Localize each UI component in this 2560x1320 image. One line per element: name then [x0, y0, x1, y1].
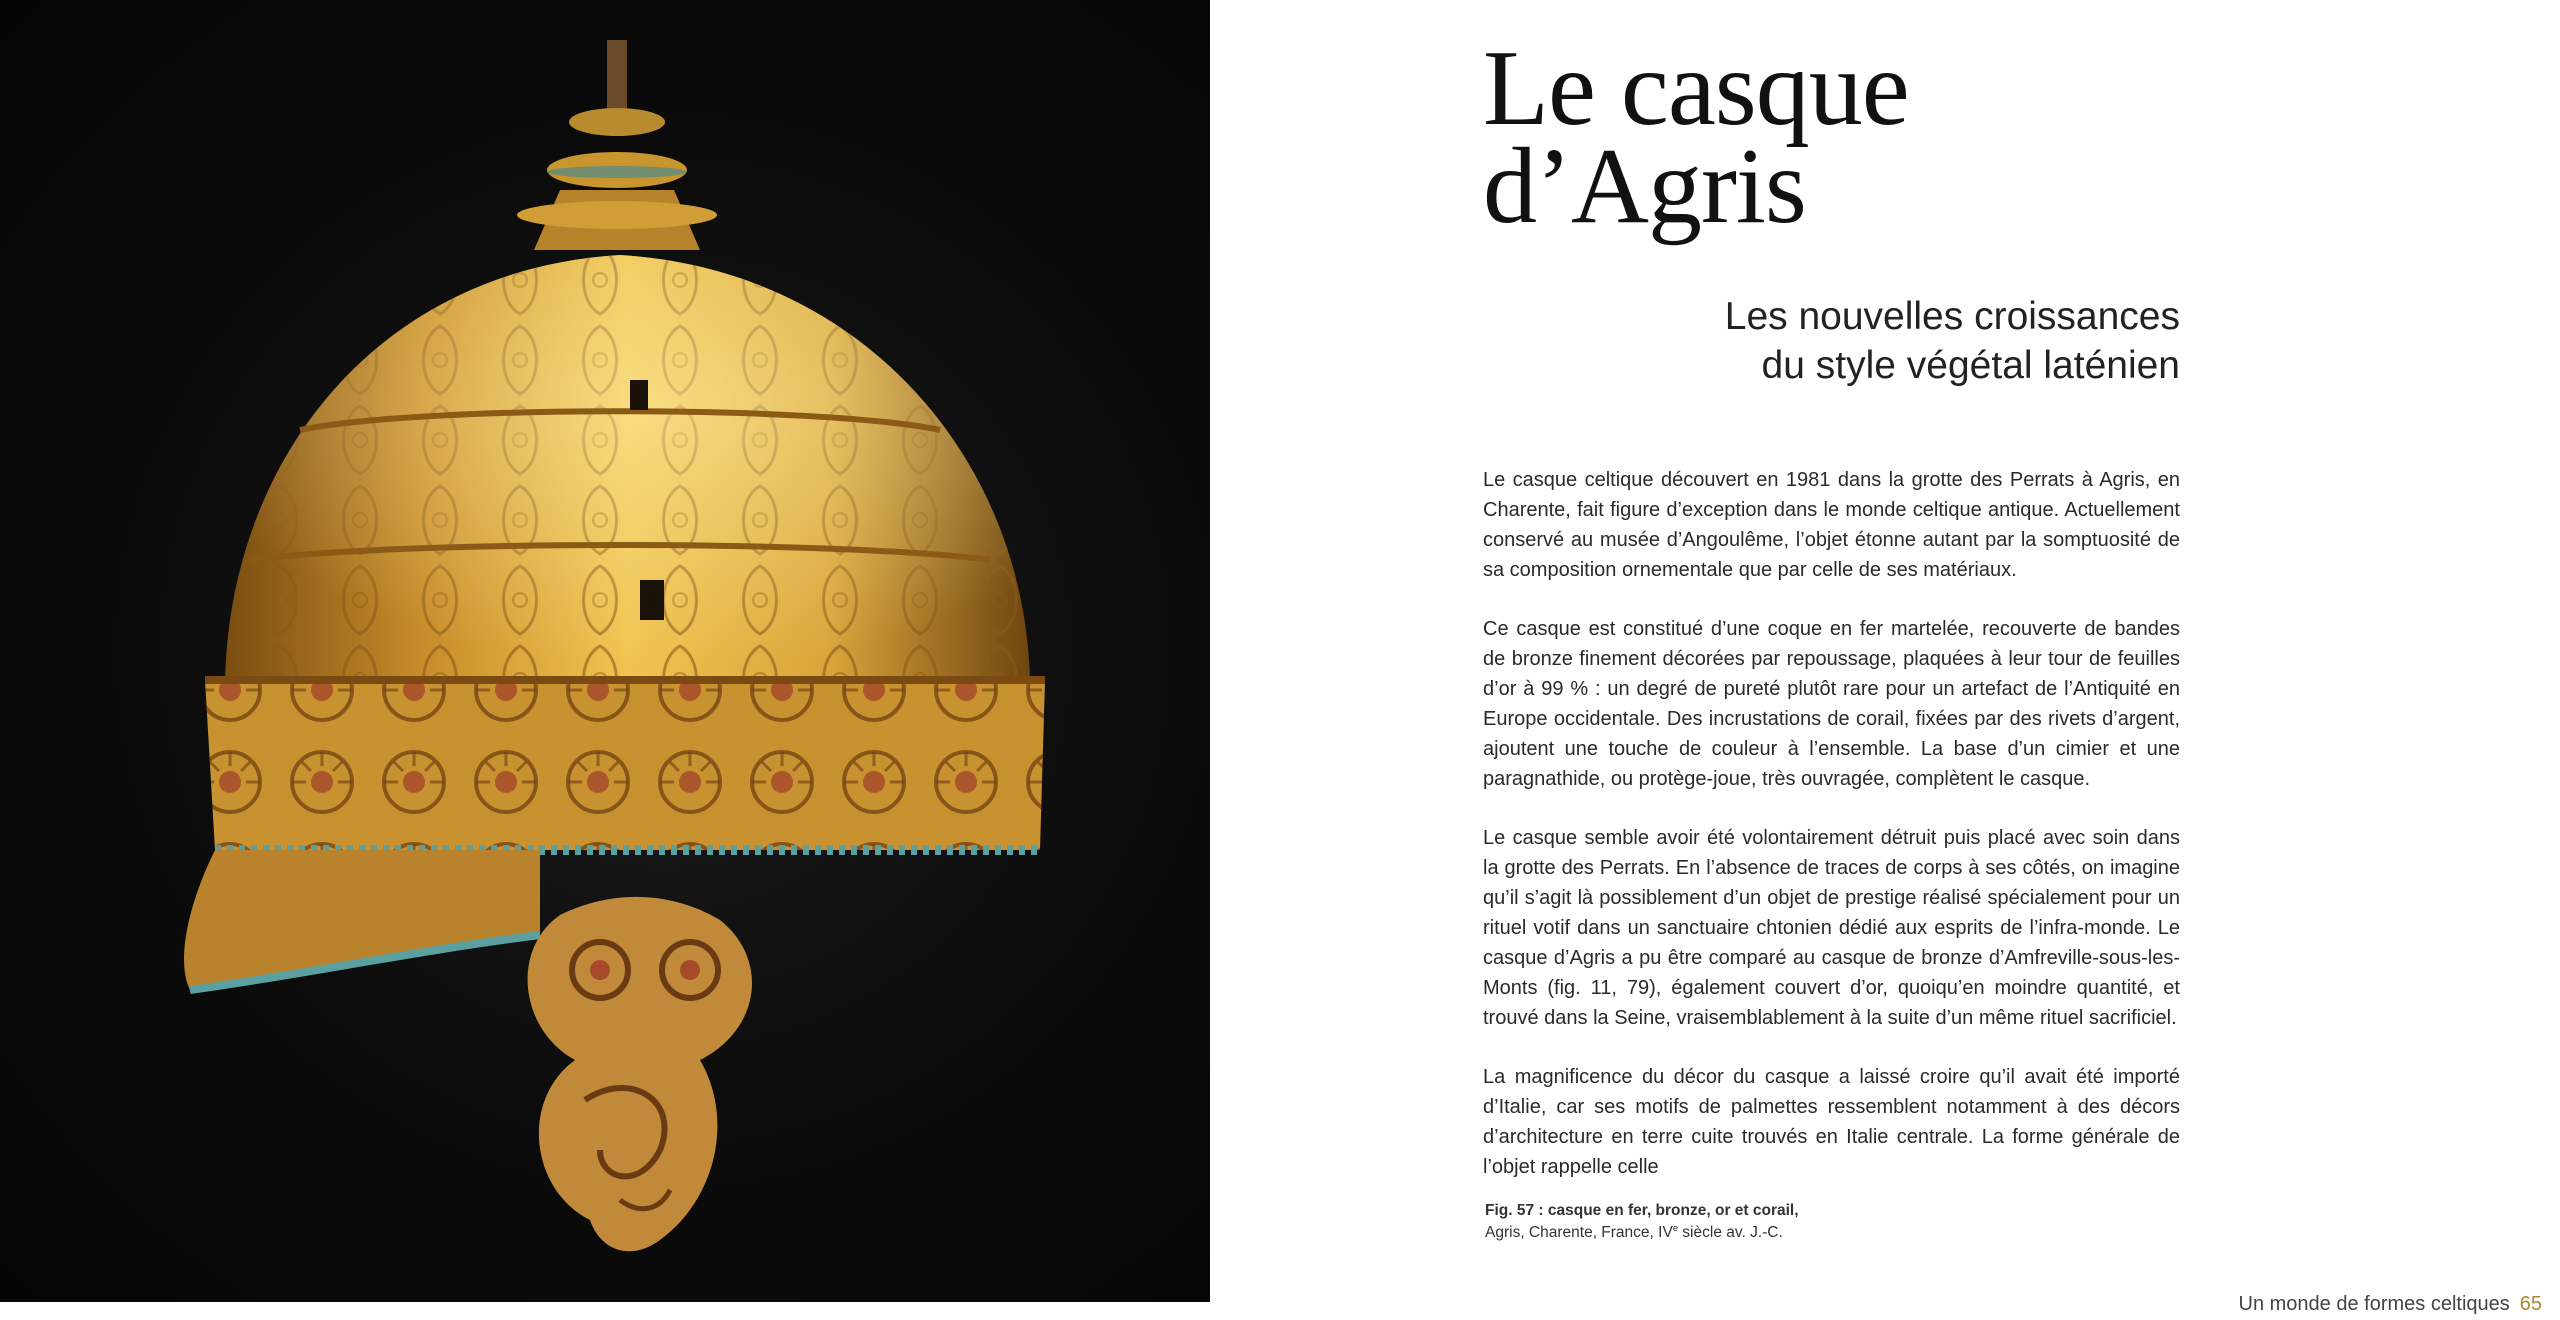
caption-century: IV [1658, 1224, 1673, 1241]
body-paragraph: Le casque celtique découvert en 1981 dans la grotte des Perrats à Agris, en Charente, fait figure d’exception dans le monde celtique antique. Actuellement conservé au musée d’Angoulême, l’objet étonne autant par la somptuosité de sa composition ornementale que par celle de ses matériaux. [1483, 469, 2180, 581]
body-paragraph: La magnificence du décor du casque a laissé croire qu’il avait été importé d’Italie, car ses motifs de palmettes ressemblent notamment à des décors d’architecture en terre cuite trouvés en Italie centrale. La forme générale de l’objet rappelle celle [1483, 1066, 2180, 1178]
helmet-dome [225, 255, 1030, 690]
running-title: Un monde de formes celtiques [2238, 1293, 2510, 1315]
text-page [1483, 0, 2180, 1302]
agris-helmet-illustration [0, 0, 1210, 1302]
body-paragraph: Le casque semble avoir été volontairement détruit puis placé avec soin dans la grotte des Perrats. En l’absence de traces de corps à ses côtés, on imagine qu’il s’agit là possiblement d’un objet de prestige réalisé spécialement pour un rituel votif dans un sanctuaire chtonien dédié aux esprits de l’infra-monde. Le casque d’Agris a pu être comparé au casque de bronze d’Amfreville-sous-les-Monts (fig. 11, 79), également couvert d’or, quoiqu’en moindre quantité, et trouvé dans la Seine, vraisemblablement à la suite d’un même rituel sacrificiel. [1483, 827, 2180, 1029]
caption-title: Fig. 57 : casque en fer, bronze, or et corail, [1485, 1202, 1799, 1219]
body-paragraph: Ce casque est constitué d’une coque en fer martelée, recouverte de bandes de bronze finement décorées par repoussage, plaquées à leur tour de feuilles d’or à 99 % : un degré de pureté plutôt rare pour un artefact de l’Antiquité en Europe occidentale. Des incrustations de corail, fixées par des rivets d’argent, ajoutent une touche de couleur à l’ensemble. La base d’un cimier et une paragnathide, ou protège-joue, très ouvragée, complètent le casque. [1483, 618, 2180, 790]
helmet-finial [517, 40, 717, 250]
page-subtitle [1725, 292, 2180, 390]
title-line-1: Le casque [1483, 29, 1909, 148]
caption-era: siècle av. J.-C. [1678, 1224, 1783, 1241]
title-line-2: d’Agris [1483, 127, 1806, 246]
subtitle-line-2: du style végétal laténien [1761, 344, 2180, 387]
caption-details [1485, 1222, 1799, 1244]
caption-location: Agris, Charente, France, [1485, 1224, 1659, 1241]
caption-century-sup: e [1672, 1222, 1678, 1233]
subtitle-line-1: Les nouvelles croissances [1724, 295, 2180, 338]
helmet-band [205, 680, 1045, 850]
helmet-cheek-guard [528, 897, 752, 1251]
article-body [1483, 465, 2180, 1211]
helmet-neck-guard [184, 850, 540, 990]
page-number: 65 [2519, 1293, 2542, 1315]
page-title [1483, 29, 1909, 246]
page-footer [2239, 1291, 2543, 1317]
figure-caption [1485, 1200, 1799, 1244]
helmet-photo [0, 0, 1210, 1302]
